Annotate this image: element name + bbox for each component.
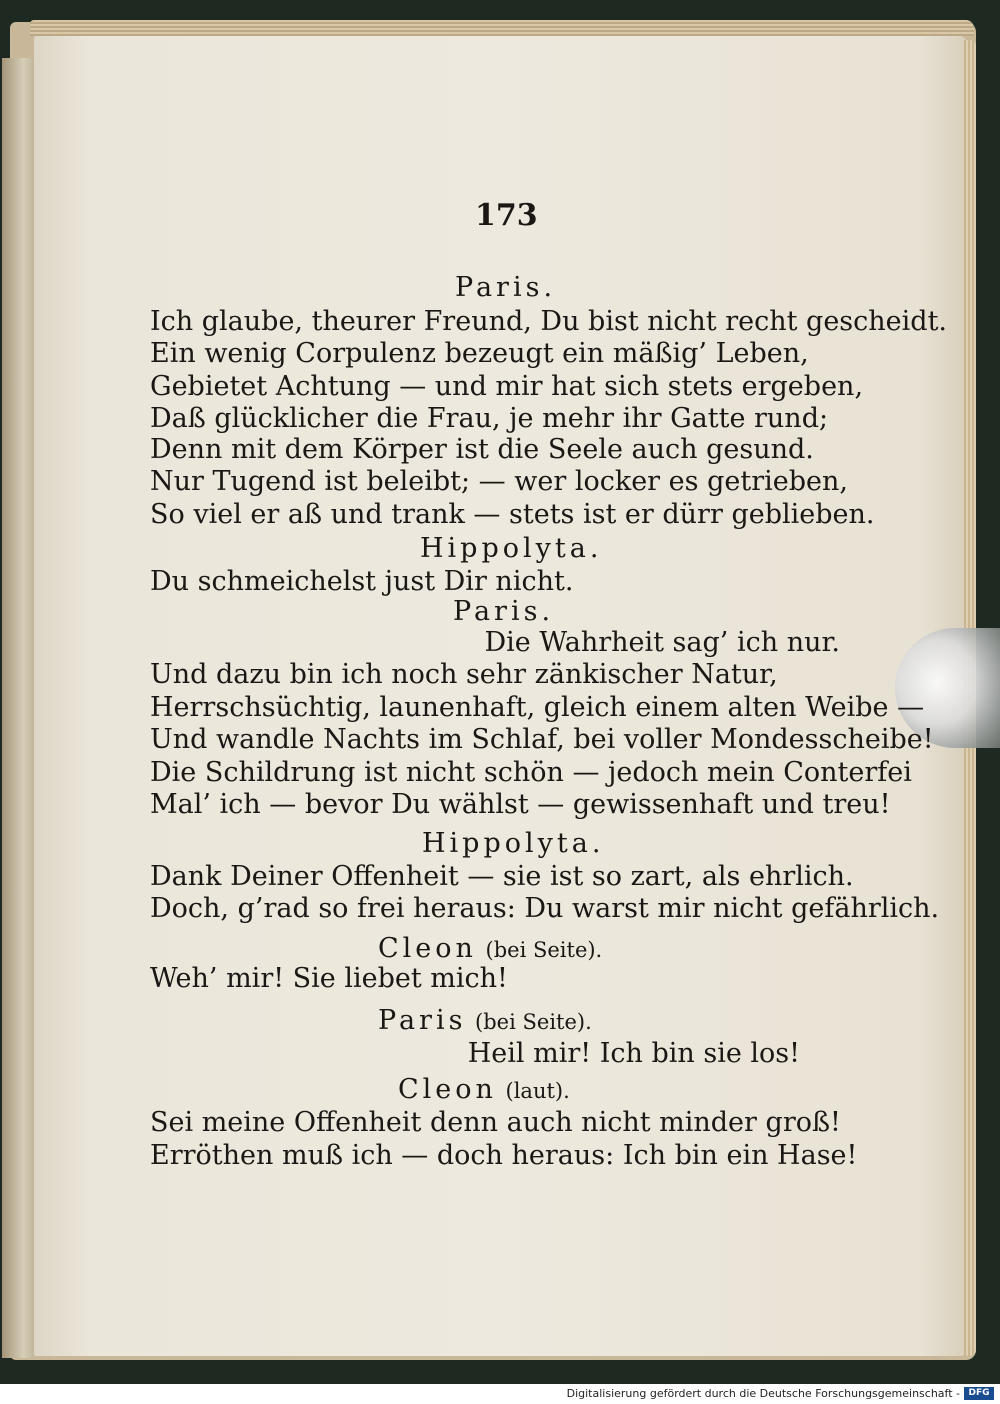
verse-line: Erröthen muß ich — doch heraus: Ich bin ein Hase!: [150, 1140, 858, 1171]
stage-direction: (laut).: [505, 1079, 570, 1103]
verse-line: Nur Tugend ist beleibt; — wer locker es getrieben,: [150, 466, 848, 497]
speaker-hippolyta: Hippolyta.: [422, 828, 605, 859]
verse-line: Du schmeichelst just Dir nicht.: [150, 566, 574, 597]
verse-line: Mal’ ich — bevor Du wählst — gewissenhaft und treu!: [150, 789, 891, 820]
speaker-paris: Paris.: [455, 272, 557, 303]
verse-line: Die Schildrung ist nicht schön — jedoch mein Conterfei: [150, 757, 912, 788]
speaker-name: Cleon: [378, 933, 477, 964]
speaker-cleon: [378, 933, 602, 966]
verse-line: Ich glaube, theurer Freund, Du bist nicht recht gescheidt.: [150, 306, 948, 337]
verse-line: Doch, g’rad so frei heraus: Du warst mir nicht gefährlich.: [150, 893, 940, 924]
footer-bar: [0, 1384, 1000, 1404]
stage-direction: (bei Seite).: [475, 1010, 592, 1034]
verse-line: Weh’ mir! Sie liebet mich!: [150, 963, 508, 994]
verse-line: Und wandle Nachts im Schlaf, bei voller Mondesscheibe!: [150, 724, 934, 755]
speaker-name: Cleon: [398, 1074, 497, 1105]
funding-note: Digitalisierung gefördert durch die Deutsche Forschungsgemeinschaft -: [566, 1387, 960, 1400]
speaker-paris: Paris.: [453, 596, 555, 627]
verse-line: Dank Deiner Offenheit — sie ist so zart, als ehrlich.: [150, 861, 854, 892]
speaker-cleon-loud: [398, 1074, 570, 1107]
dfg-logo: DFG: [964, 1387, 994, 1400]
verse-line: Heil mir! Ich bin sie los!: [467, 1038, 800, 1069]
speaker-paris-aside: [378, 1005, 592, 1038]
verse-line: Daß glücklicher die Frau, je mehr ihr Gatte rund;: [150, 403, 829, 434]
page-number: 173: [475, 198, 538, 233]
verse-line: Sei meine Offenheit denn auch nicht minder groß!: [150, 1107, 841, 1138]
speaker-hippolyta: Hippolyta.: [420, 533, 603, 564]
verse-line: Denn mit dem Körper ist die Seele auch gesund.: [150, 434, 814, 465]
verse-line: Die Wahrheit sag’ ich nur.: [484, 627, 840, 658]
verse-line: Ein wenig Corpulenz bezeugt ein mäßig’ Leben,: [150, 338, 809, 369]
verse-line: Und dazu bin ich noch sehr zänkischer Natur,: [150, 659, 778, 690]
speaker-name: Paris: [378, 1005, 467, 1036]
stage-direction: (bei Seite).: [485, 938, 603, 962]
verse-line: Herrschsüchtig, launenhaft, gleich einem alten Weibe —: [150, 692, 925, 723]
verse-line: So viel er aß und trank — stets ist er dürr geblieben.: [150, 499, 875, 530]
verse-line: Gebietet Achtung — und mir hat sich stets ergeben,: [150, 371, 864, 402]
